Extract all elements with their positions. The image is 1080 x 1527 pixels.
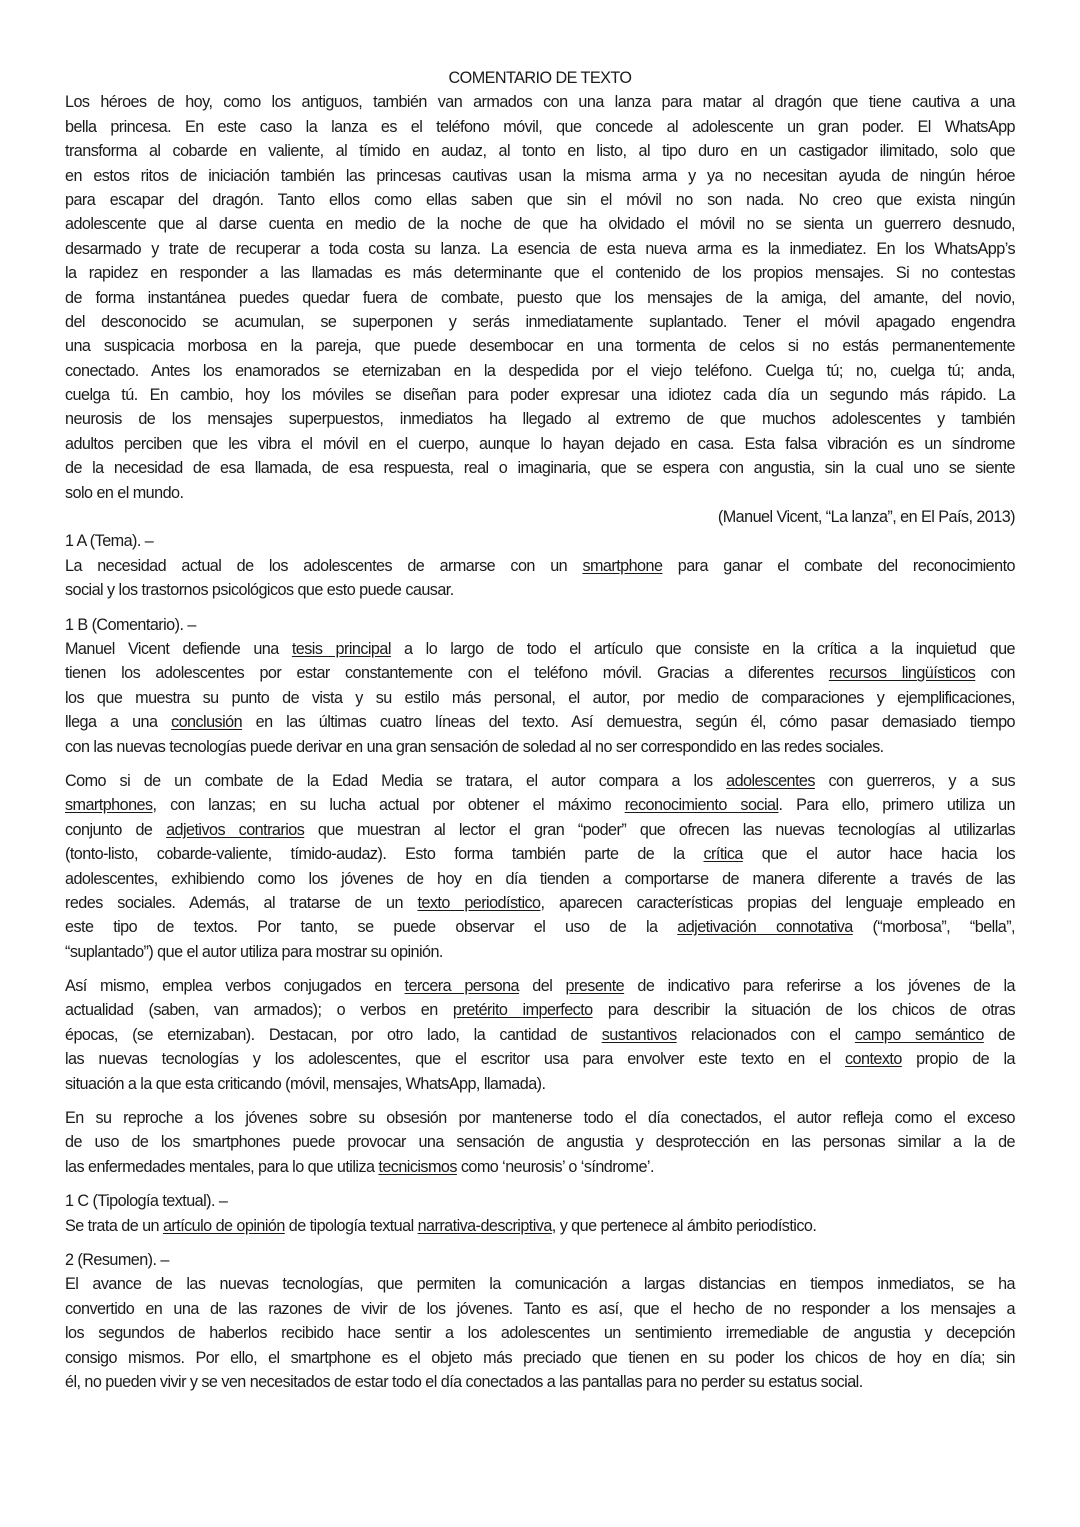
source-text-line bbox=[65, 212, 1015, 236]
underlined-term: texto periodístico bbox=[417, 893, 541, 912]
paragraph-line bbox=[65, 637, 1015, 661]
section-paragraph bbox=[65, 1272, 1015, 1394]
document-title: COMENTARIO DE TEXTO bbox=[448, 69, 632, 87]
paragraph-line bbox=[65, 1155, 1015, 1179]
paragraph-line bbox=[65, 686, 1015, 710]
text-run: con bbox=[975, 664, 1015, 683]
text-run: conectado. Antes los enamorados se eternizaban en la despedida por el viejo teléfono. Cuelga tú; no, cuelga tú; anda, bbox=[65, 361, 1015, 380]
source-attribution: (Manuel Vicent, “La lanza”, en El País, 2013) bbox=[717, 508, 1015, 527]
source-text-line bbox=[65, 334, 1015, 358]
text-run: redes sociales. Además, al tratarse de un bbox=[65, 893, 418, 912]
source-text-line bbox=[65, 237, 1015, 261]
text-run: con las nuevas tecnologías puede derivar en una gran sensación de soledad al no ser correspondido en las redes sociales. bbox=[65, 737, 884, 756]
answer-sections bbox=[65, 529, 1015, 1394]
text-run: . Para ello, primero utiliza un bbox=[778, 796, 1015, 815]
underlined-term: adjetivación connotativa bbox=[677, 918, 853, 937]
paragraph-line bbox=[65, 769, 1015, 793]
underlined-term: adjetivos contrarios bbox=[166, 820, 305, 839]
underlined-term: smartphones bbox=[65, 796, 153, 815]
text-run: transforma al cobarde en valiente, al tímido en audaz, al tonto en listo, al tipo duro en un castigador ilimitado, solo que bbox=[65, 142, 1015, 161]
paragraph-line bbox=[65, 1023, 1015, 1047]
text-run: en estos ritos de iniciación también las princesas cautivas usan la misma arma y ya no necesitan ayuda de ningún héroe bbox=[65, 166, 1015, 185]
document-page bbox=[65, 66, 1015, 1394]
text-run: en las últimas cuatro líneas del texto. Así demuestra, según él, cómo pasar demasiado tiempo bbox=[242, 713, 1015, 732]
underlined-term: tercera persona bbox=[404, 977, 520, 996]
source-text-line bbox=[65, 115, 1015, 139]
text-run: que el autor hace hacia los bbox=[742, 845, 1015, 864]
source-text-line bbox=[65, 481, 1015, 505]
section-paragraph bbox=[65, 1214, 1015, 1238]
text-run: las nuevas tecnologías y los adolescentes, que el escritor usa para envolver este texto en el bbox=[65, 1050, 845, 1069]
text-run: de tipología textual bbox=[284, 1216, 418, 1235]
source-text-line bbox=[65, 383, 1015, 407]
underlined-term: crítica bbox=[703, 845, 743, 864]
section-heading: 2 (Resumen). – bbox=[65, 1250, 169, 1269]
text-run: Los héroes de hoy, como los antiguos, también van armados con una lanza para matar al dragón que tiene cautiva a una bbox=[65, 93, 1015, 112]
text-run: Como si de un combate de la Edad Media se tratara, el autor compara a los bbox=[65, 771, 727, 790]
section-paragraph bbox=[65, 554, 1015, 603]
paragraph-line bbox=[65, 974, 1015, 998]
underlined-term: tesis principal bbox=[291, 639, 391, 658]
paragraph-line bbox=[65, 1214, 1015, 1238]
text-run: para describir la situación de los chicos de otras bbox=[592, 1001, 1016, 1020]
paragraph-line bbox=[65, 1321, 1015, 1345]
underlined-term: tecnicismos bbox=[378, 1157, 457, 1176]
underlined-term: recursos lingüísticos bbox=[828, 664, 976, 683]
text-run: social y los trastornos psicológicos que esto puede causar. bbox=[65, 581, 454, 600]
text-run: (“morbosa”, “bella”, bbox=[852, 918, 1015, 937]
section-heading: 1 B (Comentario). – bbox=[65, 615, 196, 634]
section-paragraph bbox=[65, 769, 1015, 964]
text-run: a lo largo de todo el artículo que consiste en la crítica a la inquietud que bbox=[390, 639, 1016, 658]
text-run: del desconocido se acumulan, se superponen y serás inmediatamente suplantado. Tener el móvil apagado engendra bbox=[65, 312, 1015, 331]
paragraph-line bbox=[65, 915, 1015, 939]
source-text-line bbox=[65, 407, 1015, 431]
text-run: solo en el mundo. bbox=[65, 483, 184, 502]
text-run: de forma instantánea puedes quedar fuera de combate, puesto que los mensajes de la amiga, del amante, del novio, bbox=[65, 288, 1015, 307]
text-run: Así mismo, emplea verbos conjugados en bbox=[65, 977, 405, 996]
source-text-line bbox=[65, 456, 1015, 480]
source-text-line bbox=[65, 188, 1015, 212]
text-run: situación a la que esta criticando (móvil, mensajes, WhatsApp, llamada). bbox=[65, 1074, 546, 1093]
underlined-term: presente bbox=[565, 977, 625, 996]
text-run: que muestran al lector el gran “poder” que ofrecen las nuevas tecnologías al utilizarlas bbox=[304, 820, 1015, 839]
text-run: tienen los adolescentes por estar constantemente con el teléfono móvil. Gracias a diferentes bbox=[65, 664, 829, 683]
source-text-line bbox=[65, 286, 1015, 310]
paragraph-line bbox=[65, 578, 1015, 602]
text-run: las enfermedades mentales, para lo que utiliza bbox=[65, 1157, 379, 1176]
text-run: , y que pertenece al ámbito periodístico. bbox=[551, 1216, 817, 1235]
text-run: este tipo de textos. Por tanto, se puede observar el uso de la bbox=[65, 918, 678, 937]
paragraph-line bbox=[65, 710, 1015, 734]
paragraph-line bbox=[65, 661, 1015, 685]
text-run: con guerreros, y a sus bbox=[814, 771, 1015, 790]
paragraph-line bbox=[65, 554, 1015, 578]
text-run: relacionados con el bbox=[676, 1025, 855, 1044]
source-text-line bbox=[65, 432, 1015, 456]
answer-section bbox=[65, 1179, 1015, 1238]
source-text-line bbox=[65, 90, 1015, 114]
text-run: propio de la bbox=[901, 1050, 1015, 1069]
text-run: del bbox=[519, 977, 566, 996]
paragraph-line bbox=[65, 1072, 1015, 1096]
underlined-term: adolescentes bbox=[726, 771, 815, 790]
section-heading: 1 A (Tema). – bbox=[65, 532, 154, 551]
text-run: En su reproche a los jóvenes sobre su obsesión por mantenerse todo el día conectados, el autor refleja como el exceso bbox=[65, 1109, 1015, 1128]
underlined-term: smartphone bbox=[582, 556, 663, 575]
source-text-line bbox=[65, 261, 1015, 285]
underlined-term: pretérito imperfecto bbox=[452, 1001, 593, 1020]
underlined-term: sustantivos bbox=[601, 1025, 677, 1044]
source-text-block bbox=[65, 90, 1015, 505]
text-run: él, no pueden vivir y se ven necesitados de estar todo el día conectados a las pantallas para no perder su estatus social. bbox=[65, 1372, 863, 1391]
text-run: consigo mismos. Por ello, el smartphone es el objeto más preciado que tienen en su poder los chicos de hoy en día; sin bbox=[65, 1348, 1015, 1367]
text-run: El avance de las nuevas tecnologías, que permiten la comunicación a largas distancias en tiempos inmediatos, se ha bbox=[65, 1275, 1015, 1294]
paragraph-line bbox=[65, 867, 1015, 891]
text-run: (tonto-listo, cobarde-valiente, tímido-audaz). Esto forma también parte de la bbox=[65, 845, 704, 864]
underlined-term: conclusión bbox=[171, 713, 243, 732]
section-paragraph bbox=[65, 974, 1015, 1096]
paragraph-line bbox=[65, 1297, 1015, 1321]
text-run: de bbox=[983, 1025, 1015, 1044]
source-text-line bbox=[65, 164, 1015, 188]
answer-section bbox=[65, 529, 1015, 602]
paragraph-line bbox=[65, 1370, 1015, 1394]
paragraph-line bbox=[65, 891, 1015, 915]
section-heading: 1 C (Tipología textual). – bbox=[65, 1192, 228, 1211]
text-run: adolescente que al darse cuenta en medio de la noche de que ha olvidado el móvil no se sienta un guerrero desnudo, bbox=[65, 215, 1015, 234]
section-paragraph bbox=[65, 1106, 1015, 1179]
underlined-term: contexto bbox=[845, 1050, 902, 1069]
text-run: conjunto de bbox=[65, 820, 167, 839]
text-run: la rapidez en responder a las llamadas es más determinante que el contenido de los propios mensajes. Si no contestas bbox=[65, 264, 1015, 283]
source-text-line bbox=[65, 310, 1015, 334]
paragraph-line bbox=[65, 1047, 1015, 1071]
source-text-line bbox=[65, 359, 1015, 383]
paragraph-line bbox=[65, 940, 1015, 964]
paragraph-line bbox=[65, 735, 1015, 759]
text-run: , con lanzas; en su lucha actual por obtener el máximo bbox=[152, 796, 625, 815]
text-run: adultos perciben que les vibra el móvil en el cuerpo, aunque lo hayan dejado en casa. Esta falsa vibración es un síndrome bbox=[65, 434, 1015, 453]
source-text-line bbox=[65, 139, 1015, 163]
text-run: convertido en una de las razones de vivir de los jóvenes. Tanto es así, que el hecho de no responder a los mensajes a bbox=[65, 1299, 1015, 1318]
paragraph-line bbox=[65, 1130, 1015, 1154]
text-run: para escapar del dragón. Tanto ellos como ellas saben que sin el móvil no son nada. No creo que exista ningún bbox=[65, 190, 1015, 209]
text-run: épocas, (se eternizaban). Destacan, por otro lado, la cantidad de bbox=[65, 1025, 602, 1044]
text-run: La necesidad actual de los adolescentes de armarse con un bbox=[65, 556, 583, 575]
text-run: actualidad (saben, van armados); o verbos en bbox=[65, 1001, 453, 1020]
answer-section bbox=[65, 603, 1015, 1180]
text-run: de la necesidad de esa llamada, de esa respuesta, real o imaginaria, que se espera con angustia, sin la cual uno se siente bbox=[65, 459, 1015, 478]
paragraph-line bbox=[65, 818, 1015, 842]
underlined-term: campo semántico bbox=[854, 1025, 984, 1044]
underlined-term: artículo de opinión bbox=[162, 1216, 285, 1235]
text-run: una suspicacia morbosa en la pareja, que puede desembocar en una tormenta de celos si no estás permanentemente bbox=[65, 337, 1015, 356]
text-run: “suplantado”) que el autor utiliza para mostrar su opinión. bbox=[65, 942, 443, 961]
underlined-term: narrativa-descriptiva bbox=[417, 1216, 552, 1235]
text-run: Se trata de un bbox=[65, 1216, 163, 1235]
paragraph-line bbox=[65, 1106, 1015, 1130]
text-run: bella princesa. En este caso la lanza es el teléfono móvil, que concede al adolescente un gran poder. El WhatsApp bbox=[65, 117, 1015, 136]
paragraph-line bbox=[65, 1346, 1015, 1370]
text-run: como ‘neurosis’ o ‘síndrome’. bbox=[456, 1157, 654, 1176]
text-run: los segundos de haberlos recibido hace sentir a los adolescentes un sentimiento irremediable de angustia y decepción bbox=[65, 1324, 1015, 1343]
text-run: desarmado y trate de recuperar a toda costa su lanza. La esencia de esta nueva arma es la inmediatez. En los WhatsApp’s bbox=[65, 239, 1015, 258]
text-run: Manuel Vicent defiende una bbox=[65, 639, 292, 658]
text-run: de uso de los smartphones puede provocar una sensación de angustia y desprotección en las personas similar a la de bbox=[65, 1133, 1015, 1152]
text-run: los que muestra su punto de vista y su estilo más personal, el autor, por medio de comparaciones y ejemplificaciones, bbox=[65, 688, 1015, 707]
text-run: para ganar el combate del reconocimiento bbox=[662, 556, 1015, 575]
text-run: cuelga tú. En cambio, hoy los móviles se diseñan para poder expresar una idiotez cada día un segundo más rápido. La bbox=[65, 386, 1015, 405]
paragraph-line bbox=[65, 998, 1015, 1022]
text-run: adolescentes, exhibiendo como los jóvenes de hoy en día tienden a comportarse de manera diferente a través de las bbox=[65, 869, 1015, 888]
text-run: llega a una bbox=[65, 713, 172, 732]
paragraph-line bbox=[65, 842, 1015, 866]
underlined-term: reconocimiento social bbox=[624, 796, 779, 815]
answer-section bbox=[65, 1238, 1015, 1394]
text-run: de indicativo para referirse a los jóvenes de la bbox=[624, 977, 1015, 996]
paragraph-line bbox=[65, 1272, 1015, 1296]
section-paragraph bbox=[65, 637, 1015, 759]
text-run: neurosis de los mensajes superpuestos, inmediatos ha llegado al extremo de que muchos adolescentes y también bbox=[65, 410, 1015, 429]
paragraph-line bbox=[65, 793, 1015, 817]
text-run: , aparecen características propias del lenguaje empleado en bbox=[540, 893, 1015, 912]
